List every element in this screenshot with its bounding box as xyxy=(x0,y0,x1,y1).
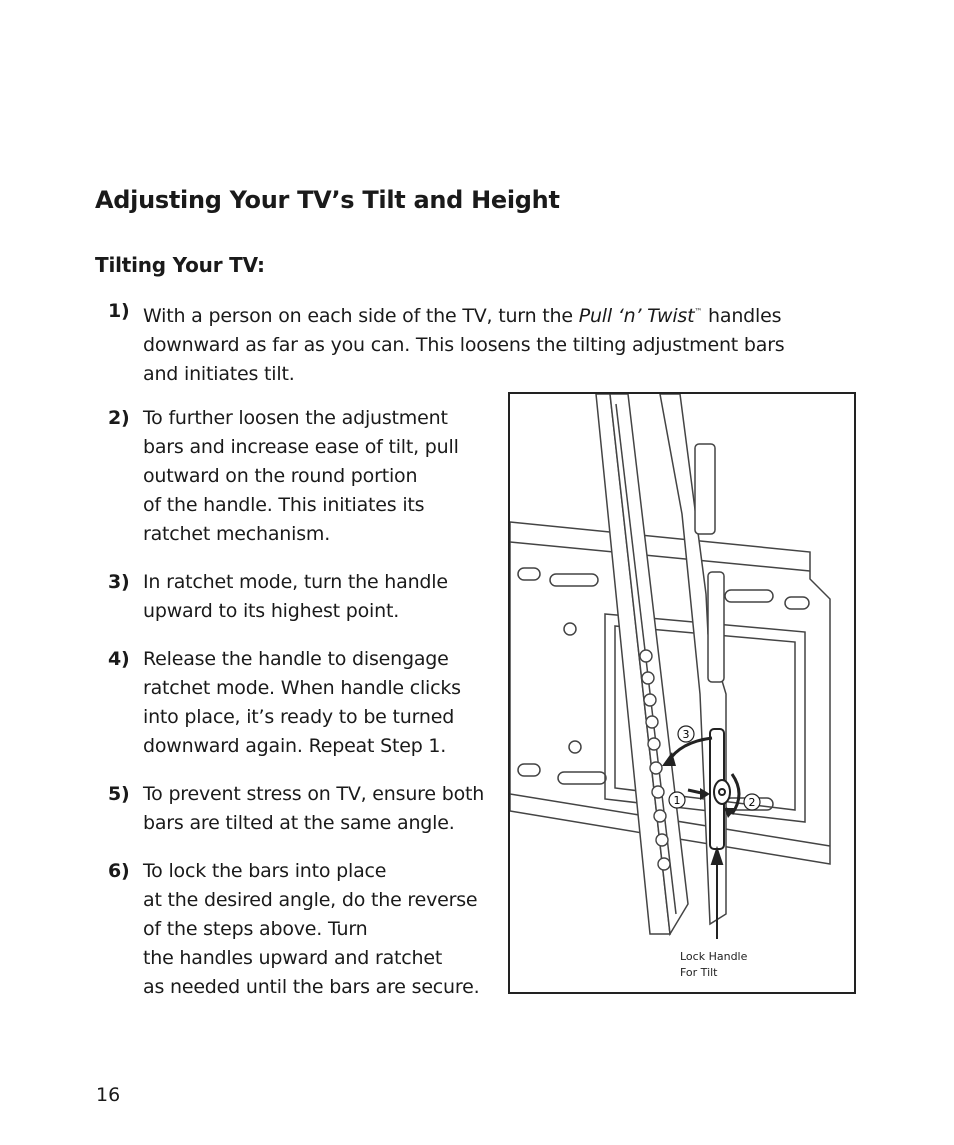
step-number: 6) xyxy=(108,860,130,882)
figure-caption xyxy=(680,950,748,979)
step-line: downward as far as you can. This loosens the tilting adjustment bars xyxy=(143,334,785,356)
caption-line-2: For Tilt xyxy=(680,966,718,979)
step-line: ratchet mechanism. xyxy=(143,523,331,545)
callout-1: 1 xyxy=(673,794,681,807)
wall-mount-drawing xyxy=(510,394,856,994)
step-line: To prevent stress on TV, ensure both xyxy=(143,783,485,805)
step-text xyxy=(143,780,484,838)
step-line: upward to its highest point. xyxy=(143,600,400,622)
callout-3: 3 xyxy=(682,728,690,741)
step-line: Release the handle to disengage xyxy=(143,648,449,670)
step-line: ratchet mode. When handle clicks xyxy=(143,677,461,699)
step-text xyxy=(143,645,461,761)
step-line: outward on the round portion xyxy=(143,465,418,487)
step-line: To further loosen the adjustment xyxy=(143,407,448,429)
step-line: at the desired angle, do the reverse xyxy=(143,889,478,911)
tilt-mount-illustration xyxy=(508,392,856,994)
step-number: 2) xyxy=(108,407,130,429)
callout-2: 2 xyxy=(748,796,756,809)
step-line: the handles upward and ratchet xyxy=(143,947,443,969)
step-number: 4) xyxy=(108,648,130,670)
step-line: of the handle. This initiates its xyxy=(143,494,425,516)
step-number: 5) xyxy=(108,783,130,805)
step-line: downward again. Repeat Step 1. xyxy=(143,735,447,757)
step-line: In ratchet mode, turn the handle xyxy=(143,571,448,593)
step-number: 3) xyxy=(108,571,130,593)
step-line: and initiates tilt. xyxy=(143,363,295,385)
caption-line-1: Lock Handle xyxy=(680,950,748,963)
page-title: Adjusting Your TV’s Tilt and Height xyxy=(95,186,560,214)
step-text xyxy=(143,857,479,1002)
step-line: With a person on each side of the TV, turn the Pull ‘n’ Twist™ handles xyxy=(143,305,782,327)
step-line: bars are tilted at the same angle. xyxy=(143,812,455,834)
step-line: bars and increase ease of tilt, pull xyxy=(143,436,459,458)
step-text xyxy=(143,404,459,549)
step-text xyxy=(143,297,785,389)
step-line: as needed until the bars are secure. xyxy=(143,976,480,998)
step-line: into place, it’s ready to be turned xyxy=(143,706,455,728)
step-line: To lock the bars into place xyxy=(143,860,387,882)
step-text xyxy=(143,568,448,626)
page-number: 16 xyxy=(96,1084,121,1106)
step-line: of the steps above. Turn xyxy=(143,918,368,940)
section-subtitle: Tilting Your TV: xyxy=(95,253,265,277)
step-number: 1) xyxy=(108,300,130,322)
